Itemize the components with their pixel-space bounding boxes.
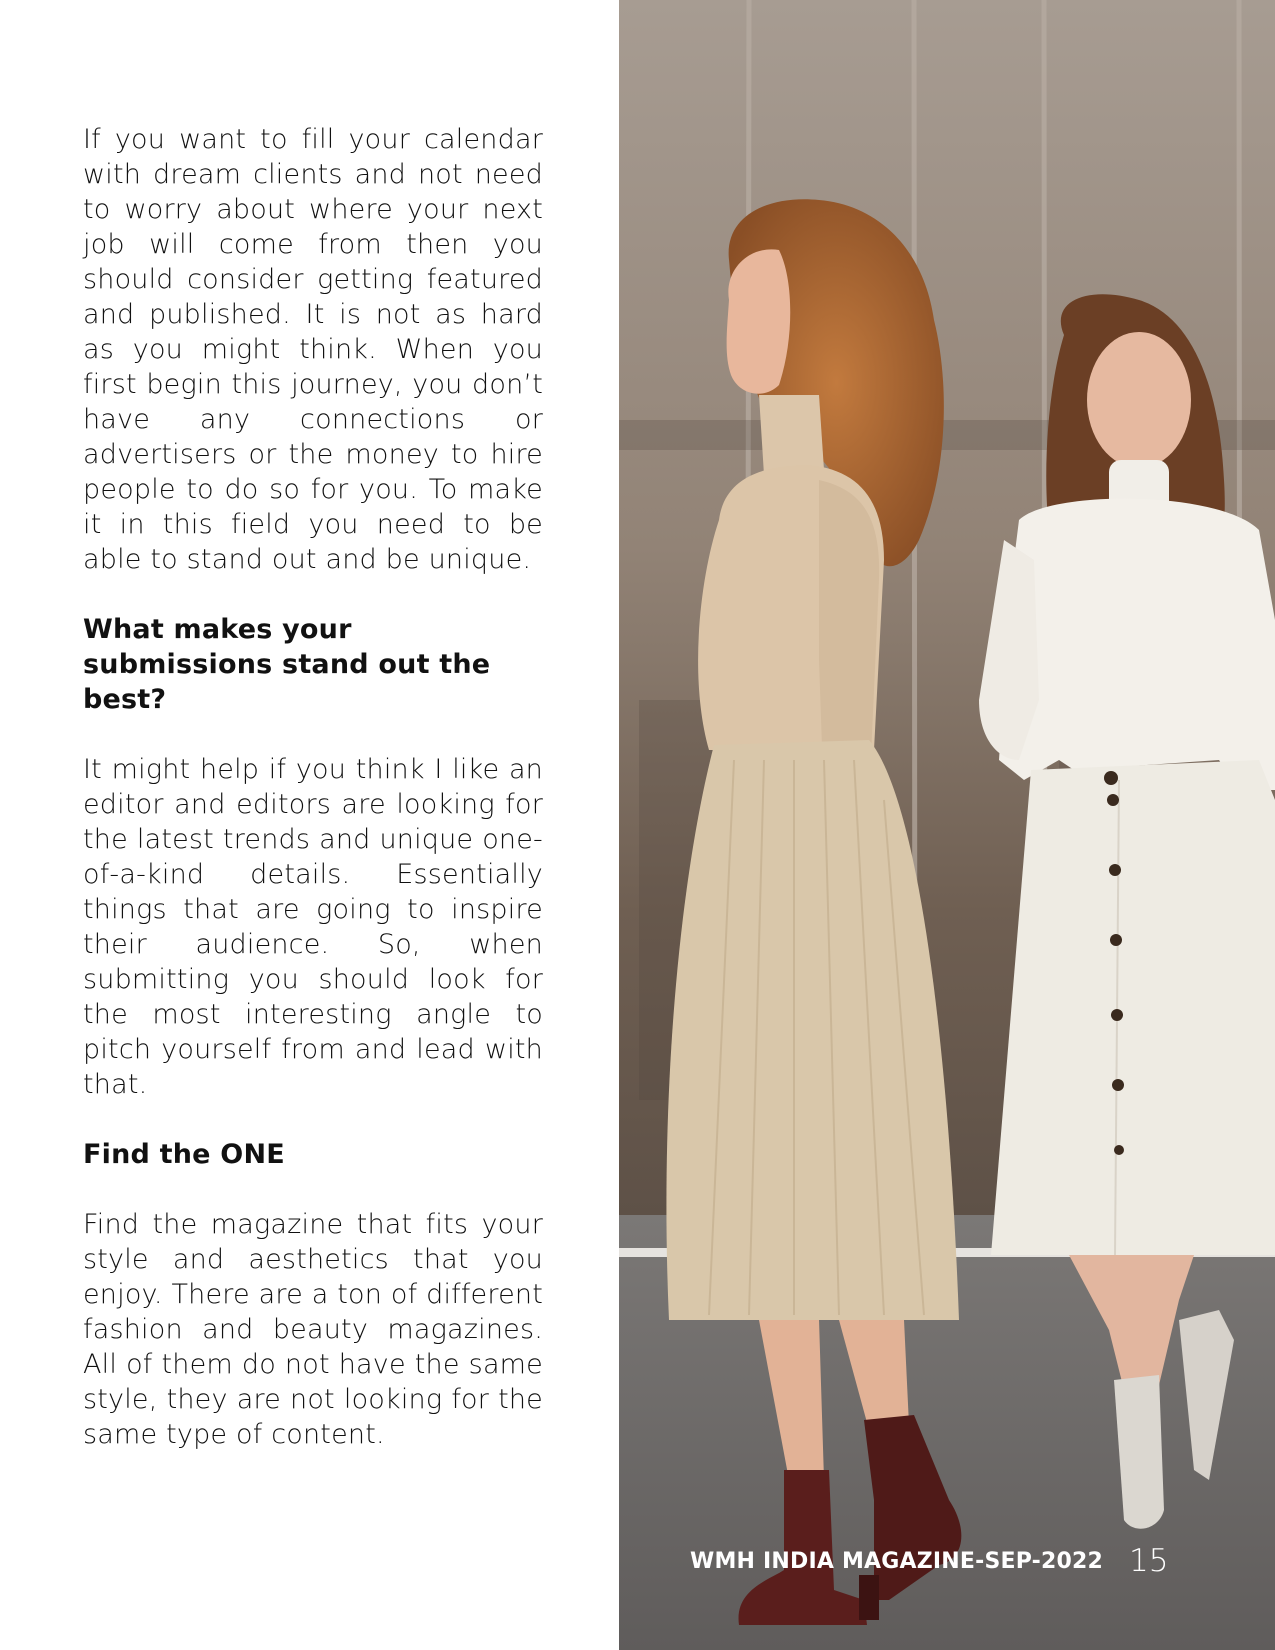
fashion-photo xyxy=(619,0,1275,1650)
page-footer xyxy=(690,1543,1260,1579)
article-intro-paragraph: If you want to fill your calendar with dream clients and not need to worry about where your next job will come from then you should consider getting featured and published. It is not as hard as you might think. When you first begin this journey, you don’t have any connections or advertisers or the money to hire people to do so for you. To make it in this field you need to be able to stand out and be unique. xyxy=(83,124,543,575)
section-heading-find-the-one: Find the ONE xyxy=(83,1139,285,1170)
fashion-photo-illustration xyxy=(619,0,1275,1650)
section-body-find-the-one: Find the magazine that fits your style and aesthetics that you enjoy. There are a ton of different fashion and beauty magazines. All of them do not have the same style, they are not looking for the same type of content. xyxy=(83,1209,543,1450)
article-text-column xyxy=(83,122,543,1452)
magazine-name: WMH INDIA MAGAZINE-SEP-2022 xyxy=(690,1548,1104,1574)
page-number: 15 xyxy=(1129,1543,1169,1579)
section-heading-submissions: What makes your submissions stand out the best? xyxy=(83,614,491,715)
section-body-submissions: It might help if you think I like an editor and editors are looking for the latest trends and unique one-of-a-kind details. Essentially things that are going to inspire their audience. So, when submitting you should look for the most interesting angle to pitch yourself from and lead with that. xyxy=(83,754,543,1100)
